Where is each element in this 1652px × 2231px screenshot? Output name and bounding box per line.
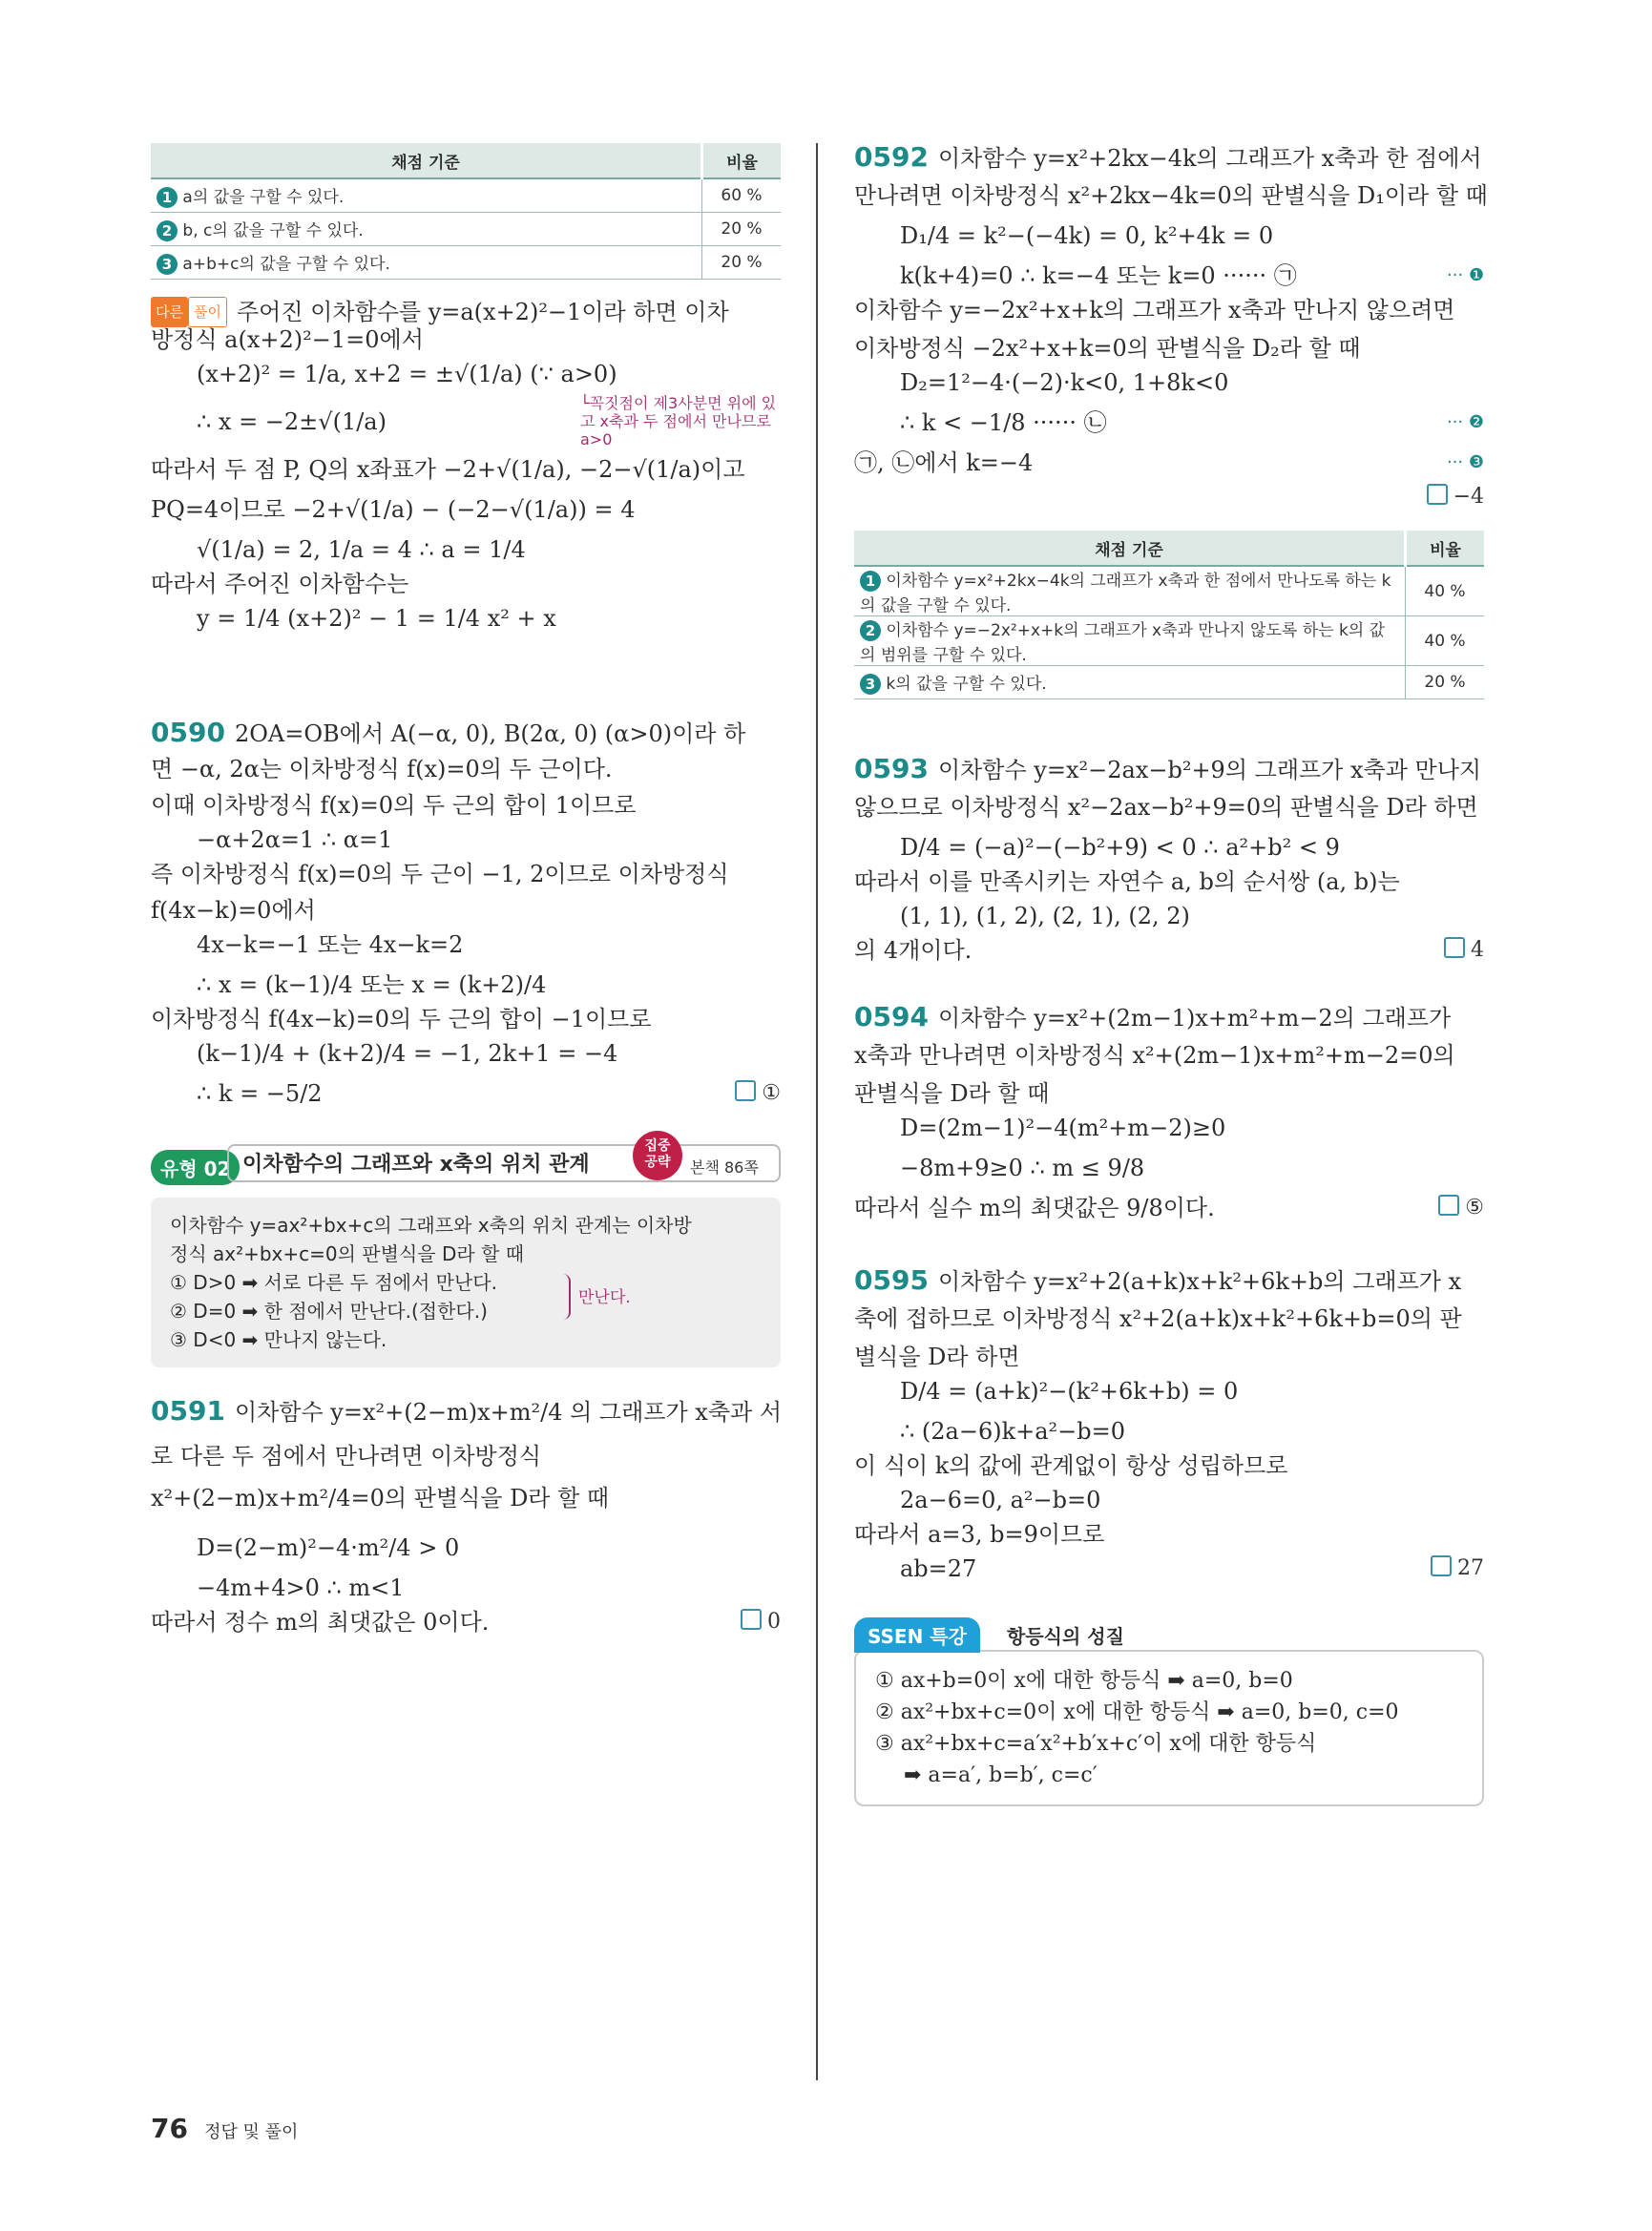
step-number: 1: [157, 187, 178, 208]
alt-tag: 다른: [151, 297, 188, 327]
answer: [741, 1608, 781, 1637]
equation: D=(2−m)²−4·m²/4 > 0: [197, 1534, 460, 1561]
text-line: 이차방정식 f(4x−k)=0의 두 근의 합이 −1이므로: [151, 1006, 652, 1032]
ssen-badge: SSEN 특강: [854, 1617, 980, 1653]
problem-number: 0592: [854, 141, 929, 173]
criteria-text: k의 값을 구할 수 있다.: [886, 675, 1047, 694]
text-line: ① D>0 ➡ 서로 다른 두 점에서 만난다.: [170, 1271, 497, 1294]
equation: ∴ k < −1/8 ······ ㉡: [900, 409, 1107, 436]
problem-0594: [854, 1003, 1484, 1228]
equation: (1, 1), (1, 2), (2, 1), (2, 2): [900, 903, 1190, 929]
margin-note: └꼭짓점이 제3사분면 위에 있고 x축과 두 점에서 만나므로 a>0: [580, 394, 777, 448]
equation: ㉠, ㉡에서 k=−4: [854, 449, 1034, 476]
equation: k(k+4)=0 ∴ k=−4 또는 k=0 ······ ㉠: [900, 262, 1297, 289]
text-line: ③ D<0 ➡ 만나지 않는다.: [170, 1328, 387, 1351]
scoring-table-2: [854, 531, 1484, 699]
criteria-text: a+b+c의 값을 구할 수 있다.: [182, 255, 390, 274]
text-line: x²+(2−m)x+m²/4=0의 판별식을 D라 할 때: [151, 1485, 610, 1512]
answer-icon: [1431, 1555, 1452, 1576]
text-line: 이차함수 y=−2x²+x+k의 그래프가 x축과 만나지 않으려면: [854, 297, 1455, 323]
answer-value: 4: [1471, 938, 1484, 962]
problem-number: 0594: [854, 1001, 929, 1032]
text-line: ➡ a=a′, b=b′, c=c′: [904, 1763, 1098, 1787]
text-line: 의 4개이다.: [854, 937, 972, 964]
equation: PQ=4이므로 −2+√(1/a) − (−2−√(1/a)) = 4: [151, 496, 636, 523]
equation: D=(2m−1)²−4(m²+m−2)≥0: [900, 1115, 1226, 1141]
text-line: 주어진 이차함수를 y=a(x+2)²−1이라 하면 이차: [236, 299, 729, 325]
left-column: [151, 143, 781, 1637]
text-line: 이차함수 y=x²+2(a+k)x+k²+6k+b의 그래프가 x: [937, 1268, 1462, 1295]
text-line: 이 식이 k의 값에 관계없이 항상 성립하므로: [854, 1452, 1288, 1479]
answer-icon: [735, 1080, 756, 1101]
ratio-cell: 40 %: [1406, 566, 1485, 616]
problem-0590: [151, 719, 781, 1114]
text-line: 따라서 실수 m의 최댓값은 9/8이다.: [854, 1195, 1215, 1221]
text-line: 별식을 D라 하면: [854, 1344, 1020, 1370]
step-number: 3: [157, 254, 178, 275]
equation: ∴ k = −5/2: [197, 1080, 323, 1107]
table-row: [151, 178, 781, 213]
text-line: ① ax+b=0이 x에 대한 항등식 ➡ a=0, b=0: [875, 1669, 1293, 1693]
ratio-cell: 40 %: [1406, 616, 1485, 666]
problem-number: 0593: [854, 753, 929, 784]
table-row: [854, 566, 1484, 616]
equation: −8m+9≥0 ∴ m ≤ 9/8: [900, 1155, 1145, 1181]
equation: −α+2α=1 ∴ α=1: [197, 826, 393, 853]
equation: ∴ (2a−6)k+a²−b=0: [900, 1418, 1126, 1445]
page-number: 76: [151, 2113, 188, 2144]
equation: D₁/4 = k²−(−4k) = 0, k²+4k = 0: [900, 222, 1274, 249]
table-header-ratio: 비율: [1406, 531, 1485, 566]
table-header-ratio: 비율: [702, 143, 782, 178]
text-line: 면 −α, 2α는 이차방정식 f(x)=0의 두 근이다.: [151, 756, 613, 782]
ssen-special-box: [854, 1617, 1484, 1806]
reference-page: 본책 86쪽: [690, 1158, 759, 1177]
criteria-text: 이차함수 y=x²+2kx−4k의 그래프가 x축과 한 점에서 만나도록 하는 k의 값을 구할 수 있다.: [860, 572, 1391, 615]
equation: D/4 = (−a)²−(−b²+9) < 0 ∴ a²+b² < 9: [900, 834, 1340, 861]
answer: [1438, 1188, 1484, 1228]
equation: 2a−6=0, a²−b=0: [900, 1487, 1101, 1513]
step-number: 3: [860, 674, 881, 695]
answer-value: 27: [1457, 1556, 1484, 1580]
text-line: 만나려면 이차방정식 x²+2kx−4k=0의 판별식을 D₁이라 할 때: [854, 182, 1488, 209]
type-title: 이차함수의 그래프와 x축의 위치 관계: [227, 1144, 781, 1182]
text-line: ③ ax²+bx+c=a′x²+b′x+c′이 x에 대한 항등식: [875, 1732, 1317, 1756]
table-row: [151, 213, 781, 246]
footer-label: 정답 및 풀이: [204, 2122, 299, 2142]
alternative-solution: [151, 297, 781, 638]
equation: ab=27: [900, 1555, 977, 1582]
text-line: 이차함수 y=x²−2ax−b²+9의 그래프가 x축과 만나지: [937, 757, 1482, 783]
step-number: 2: [157, 220, 178, 241]
text-line: 정식 ax²+bx+c=0의 판별식을 D라 할 때: [170, 1242, 525, 1265]
text-line: 즉 이차방정식 f(x)=0의 두 근이 −1, 2이므로 이차방정식: [151, 861, 729, 887]
text-line: 이차함수 y=x²+(2−m)x+m²/4 의 그래프가 x축과 서: [234, 1399, 783, 1426]
focus-badge-line2: 공략: [644, 1155, 671, 1170]
problem-0591: [151, 1392, 781, 1637]
text-line: 축에 접하므로 이차방정식 x²+2(a+k)x+k²+6k+b=0의 판: [854, 1305, 1462, 1332]
text-line: 따라서 a=3, b=9이므로: [854, 1521, 1105, 1548]
equation: √(1/a) = 2, 1/a = 4 ∴ a = 1/4: [197, 536, 526, 563]
page-footer: [151, 2113, 298, 2144]
answer-icon: [1427, 484, 1448, 505]
problem-number: 0590: [151, 717, 225, 748]
text-line: 따라서 주어진 이차함수는: [151, 571, 409, 597]
answer-value: −4: [1453, 485, 1484, 509]
equation: y = 1/4 (x+2)² − 1 = 1/4 x² + x: [197, 605, 556, 632]
table-row: [854, 666, 1484, 699]
alt-tag2: 풀이: [188, 297, 227, 327]
text-line: 따라서 두 점 P, Q의 x좌표가 −2+√(1/a), −2−√(1/a)이고: [151, 456, 745, 483]
step-number: 2: [860, 620, 881, 641]
type-summary-box: [151, 1198, 781, 1367]
equation: (k−1)/4 + (k+2)/4 = −1, 2k+1 = −4: [197, 1040, 618, 1067]
type-badge: 유형 02: [151, 1150, 240, 1185]
text-line: 로 다른 두 점에서 만나려면 이차방정식: [151, 1443, 542, 1470]
table-row: [854, 616, 1484, 666]
equation: 4x−k=−1 또는 4x−k=2: [197, 931, 464, 958]
ratio-cell: 20 %: [702, 213, 782, 246]
step-mark: ··· ❷: [1446, 412, 1484, 432]
text-line: 따라서 이를 만족시키는 자연수 a, b의 순서쌍 (a, b)는: [854, 868, 1400, 895]
answer: [735, 1074, 781, 1114]
text-line: 이차함수 y=ax²+bx+c의 그래프와 x축의 위치 관계는 이차방: [170, 1214, 692, 1237]
answer: [1431, 1549, 1484, 1589]
answer-icon: [1444, 937, 1465, 958]
answer-icon: [1438, 1195, 1459, 1216]
equation: ∴ x = (k−1)/4 또는 x = (k+2)/4: [197, 971, 547, 998]
answer: [1444, 936, 1484, 965]
criteria-text: a의 값을 구할 수 있다.: [182, 188, 345, 207]
text-line: 이차함수 y=x²+2kx−4k의 그래프가 x축과 한 점에서: [937, 145, 1482, 172]
step-mark: ··· ❶: [1446, 265, 1484, 285]
problem-number: 0591: [151, 1395, 225, 1427]
equation: D/4 = (a+k)²−(k²+6k+b) = 0: [900, 1378, 1239, 1405]
brace: [561, 1274, 571, 1320]
text-line: 2OA=OB에서 A(−α, 0), B(2α, 0) (α>0)이라 하: [234, 720, 746, 747]
ssen-title: 항등식의 성질: [1007, 1625, 1124, 1648]
table-row: [151, 246, 781, 280]
text-line: f(4x−k)=0에서: [151, 897, 316, 924]
text-line: x축과 만나려면 이차방정식 x²+(2m−1)x+m²+m−2=0의: [854, 1042, 1455, 1069]
brace-label: 만난다.: [578, 1288, 631, 1307]
text-line: 따라서 정수 m의 최댓값은 0이다.: [151, 1609, 490, 1636]
answer-value: ⑤: [1465, 1196, 1484, 1220]
equation: ∴ x = −2±√(1/a): [197, 408, 387, 435]
text-line: ② D=0 ➡ 한 점에서 만난다.(접한다.): [170, 1300, 488, 1323]
focus-badge: [633, 1131, 682, 1180]
table-header-criteria: 채점 기준: [151, 143, 702, 178]
ratio-cell: 20 %: [1406, 666, 1485, 699]
equation: D₂=1²−4·(−2)·k<0, 1+8k<0: [900, 369, 1229, 396]
text-line: 판별식을 D라 할 때: [854, 1080, 1050, 1107]
criteria-text: b, c의 값을 구할 수 있다.: [182, 221, 364, 240]
text-line: ② ax²+bx+c=0이 x에 대한 항등식 ➡ a=0, b=0, c=0: [875, 1700, 1399, 1724]
problem-0593: [854, 755, 1484, 965]
focus-badge-line1: 집중: [644, 1138, 671, 1154]
criteria-text: 이차함수 y=−2x²+x+k의 그래프가 x축과 만나지 않도록 하는 k의 값의 범위를 구할 수 있다.: [860, 621, 1386, 665]
problem-0595: [854, 1266, 1484, 1589]
text-line: 이차방정식 −2x²+x+k=0의 판별식을 D₂라 할 때: [854, 335, 1361, 362]
right-column: [854, 141, 1488, 1806]
equation: (x+2)² = 1/a, x+2 = ±√(1/a) (∵ a>0): [197, 361, 617, 387]
answer: [1427, 483, 1484, 511]
text-line: 이때 이차방정식 f(x)=0의 두 근의 합이 1이므로: [151, 792, 637, 819]
answer-icon: [741, 1609, 762, 1630]
text-line: 않으므로 이차방정식 x²−2ax−b²+9=0의 판별식을 D라 하면: [854, 794, 1478, 821]
answer-value: ①: [762, 1081, 781, 1105]
column-divider: [816, 143, 818, 2080]
scoring-table-1: [151, 143, 781, 280]
type-header: [151, 1138, 781, 1190]
problem-number: 0595: [854, 1264, 929, 1296]
step-number: 1: [860, 571, 881, 592]
answer-value: 0: [767, 1610, 781, 1634]
text-line: 방정식 a(x+2)²−1=0에서: [151, 326, 424, 353]
text-line: 이차함수 y=x²+(2m−1)x+m²+m−2의 그래프가: [937, 1005, 1452, 1032]
table-header-criteria: 채점 기준: [854, 531, 1406, 566]
equation: −4m+4>0 ∴ m<1: [197, 1574, 405, 1601]
ratio-cell: 20 %: [702, 246, 782, 280]
ratio-cell: 60 %: [702, 178, 782, 213]
problem-0592: [854, 141, 1488, 511]
step-mark: ··· ❸: [1446, 452, 1484, 472]
